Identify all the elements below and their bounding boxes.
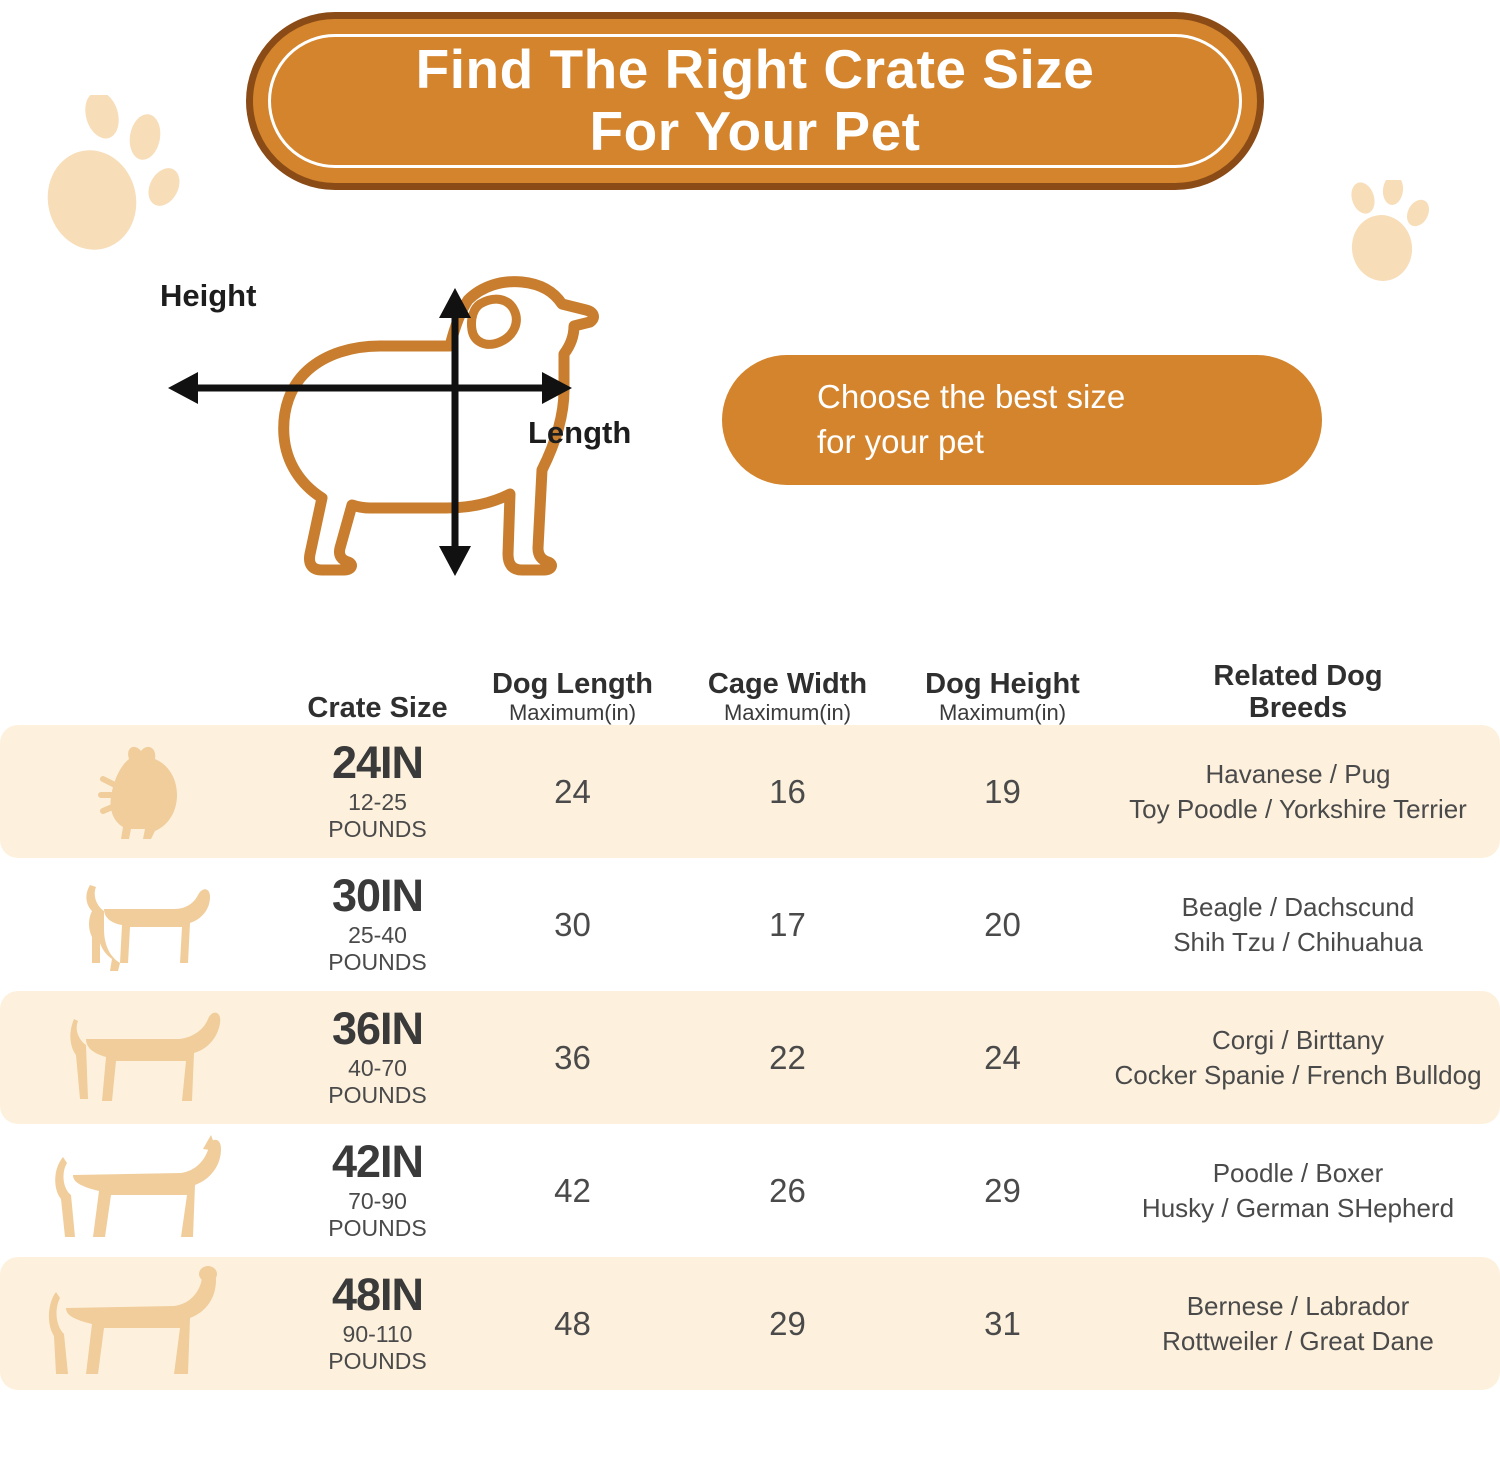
dog-length-value: 42 [554, 1171, 591, 1209]
breeds-line2: Toy Poodle / Yorkshire Terrier [1129, 793, 1467, 824]
crate-size-cell [290, 1135, 465, 1242]
table-row [0, 1124, 1500, 1257]
callout-line1: Choose the best size [817, 378, 1126, 416]
choose-size-callout [722, 355, 1322, 485]
header-crate-size: Crate Size [307, 692, 448, 725]
page-title-line2: For Your Pet [589, 100, 921, 162]
dog-height-value: 29 [984, 1171, 1021, 1209]
dog-height-value: 24 [984, 1038, 1021, 1076]
cage-width-value: 26 [769, 1171, 806, 1209]
breeds-line1: Havanese / Pug [1205, 758, 1391, 789]
weight-unit: POUNDS [328, 816, 427, 842]
related-breeds-cell [1110, 1156, 1500, 1225]
crate-size-value: 36IN [331, 1002, 424, 1054]
crate-size-cell [290, 1268, 465, 1375]
crate-size-cell [290, 736, 465, 843]
weight-unit: POUNDS [328, 1215, 427, 1241]
breeds-line1: Corgi / Birttany [1212, 1024, 1384, 1055]
dog-height-value: 20 [984, 905, 1021, 943]
related-breeds-cell [1110, 1023, 1500, 1092]
breeds-line1: Beagle / Dachscund [1181, 891, 1415, 922]
breeds-line2: Rottweiler / Great Dane [1162, 1325, 1434, 1356]
crate-size-table [0, 620, 1500, 1390]
title-pill [246, 12, 1264, 190]
header-dog-height: Dog Height Maximum(in) [925, 667, 1080, 725]
table-header-row [0, 620, 1500, 725]
callout-line2: for your pet [817, 423, 984, 460]
header-related-breeds: Related Dog Breeds [1213, 660, 1383, 725]
related-breeds-cell [1110, 1289, 1500, 1358]
height-label: Height [160, 278, 257, 313]
breeds-line2: Shih Tzu / Chihuahua [1173, 926, 1423, 957]
breeds-line2: Cocker Spanie / French Bulldog [1114, 1059, 1482, 1090]
title-inner-border [268, 34, 1242, 168]
crate-size-value: 42IN [331, 1135, 424, 1187]
crate-size-value: 30IN [331, 869, 424, 921]
weight-range: 40-70 [348, 1054, 407, 1081]
cage-width-value: 29 [769, 1304, 806, 1342]
dog-silhouette-icon [0, 1264, 290, 1384]
breeds-line1: Bernese / Labrador [1186, 1290, 1410, 1321]
crate-size-cell [290, 1002, 465, 1109]
length-label: Length [528, 415, 632, 450]
weight-unit: POUNDS [328, 1348, 427, 1374]
cage-width-value: 16 [769, 772, 806, 810]
related-breeds-cell [1110, 890, 1500, 959]
cage-width-value: 22 [769, 1038, 806, 1076]
weight-range: 25-40 [348, 921, 407, 948]
crate-size-value: 24IN [331, 736, 424, 788]
weight-range: 70-90 [348, 1187, 407, 1214]
page-title-banner [246, 12, 1264, 190]
weight-range: 12-25 [348, 788, 407, 815]
paw-print-left-icon [40, 95, 190, 260]
dog-length-value: 30 [554, 905, 591, 943]
header-dog-length: Dog Length Maximum(in) [491, 667, 654, 725]
breeds-line1: Poodle / Boxer [1212, 1157, 1384, 1188]
dog-silhouette-icon [0, 739, 290, 844]
dog-silhouette-icon [0, 1003, 290, 1113]
weight-range: 90-110 [342, 1320, 413, 1347]
dog-height-value: 31 [984, 1304, 1021, 1342]
crate-size-value: 48IN [331, 1268, 424, 1320]
table-row [0, 991, 1500, 1124]
dog-length-value: 48 [554, 1304, 591, 1342]
cage-width-value: 17 [769, 905, 806, 943]
header-cage-width: Cage Width Maximum(in) [707, 667, 868, 725]
dog-length-value: 24 [554, 772, 591, 810]
breeds-line2: Husky / German SHepherd [1141, 1192, 1455, 1223]
weight-unit: POUNDS [328, 949, 427, 975]
dog-silhouette-icon [0, 1133, 290, 1248]
table-row [0, 725, 1500, 858]
dog-length-value: 36 [554, 1038, 591, 1076]
dog-height-value: 19 [984, 772, 1021, 810]
paw-print-right-icon [1335, 180, 1435, 290]
table-row [0, 1257, 1500, 1390]
crate-size-cell [290, 869, 465, 976]
page-title-line1: Find The Right Crate Size [415, 38, 1095, 101]
related-breeds-cell [1110, 757, 1500, 826]
weight-unit: POUNDS [328, 1082, 427, 1108]
dog-silhouette-icon [0, 875, 290, 975]
table-row [0, 858, 1500, 991]
